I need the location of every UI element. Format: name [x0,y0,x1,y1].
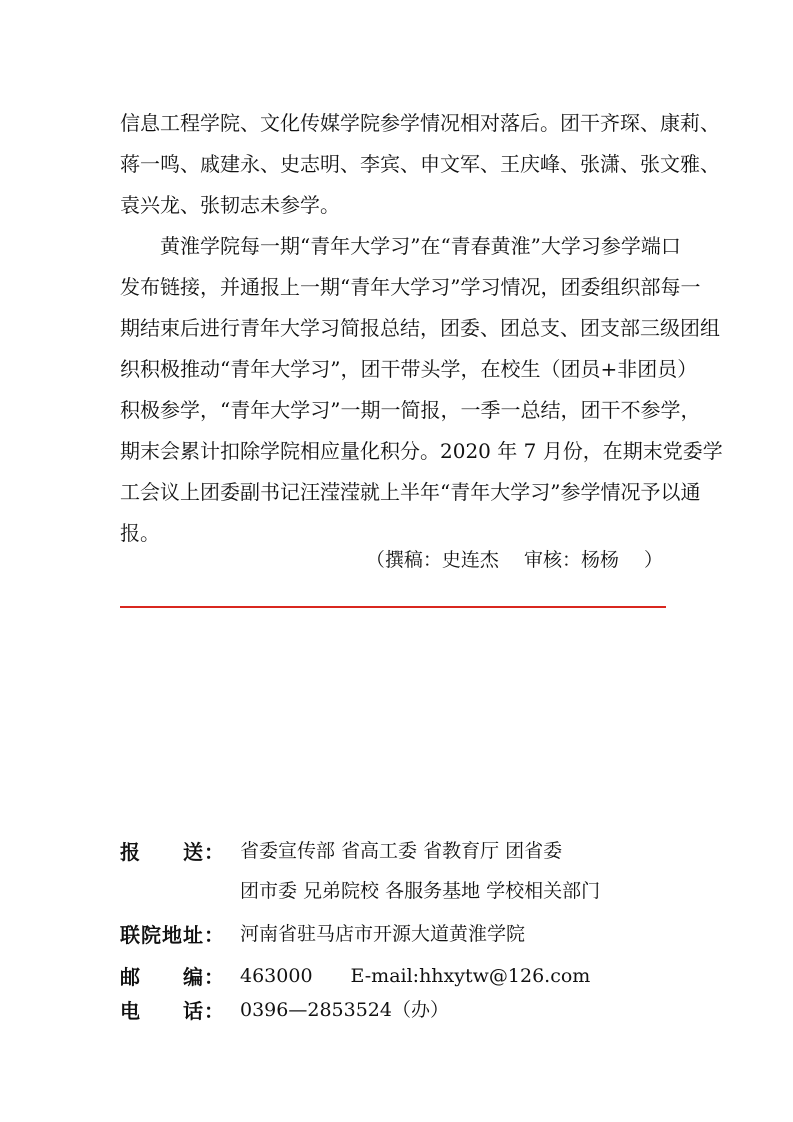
postcode-label: 邮 编： [120,965,225,989]
body-text-line: 积极参学，“青年大学习”一期一简报，一季一总结，团干不参学， [120,398,701,422]
address-label: 联院地址： [120,923,225,947]
send-to-line-2: 团市委 兄弟院校 各服务基地 学校相关部门 [240,880,601,902]
phone-value: 0396—2853524（办） [240,999,449,1021]
body-text-line: 工会议上团委副书记汪滢滢就上半年“青年大学习”参学情况予以通 [120,480,701,504]
body-text-line: 期结束后进行青年大学习简报总结，团委、团总支、团支部三级团组 [120,316,720,340]
body-text-line: 报。 [120,521,160,545]
author-reviewer-signature: （撰稿：史连杰 审核：杨杨 ） [365,549,663,571]
body-text-line: 发布链接，并通报上一期“青年大学习”学习情况，团委组织部每一 [120,275,701,299]
body-text-line: 黄淮学院每一期“青年大学习”在“青春黄淮”大学习参学端口 [120,234,681,258]
send-to-label: 报 送： [120,840,225,864]
send-to-line-1: 省委宣传部 省高工委 省教育厅 团省委 [240,840,563,862]
postcode-email-value: 463000 E-mail:hhxytw@126.com [240,965,591,987]
body-text-line: 信息工程学院、文化传媒学院参学情况相对落后。团干齐琛、康莉、 [120,111,720,135]
body-text-line: 袁兴龙、张韧志未参学。 [120,193,340,217]
red-divider [120,606,666,608]
address-value: 河南省驻马店市开源大道黄淮学院 [240,923,526,945]
body-text-line: 织积极推动“青年大学习”，团干带头学，在校生（团员+非团员） [120,357,698,381]
body-text-line: 蒋一鸣、戚建永、史志明、李宾、申文军、王庆峰、张潇、张文雅、 [120,152,720,176]
phone-label: 电 话： [120,999,225,1023]
body-text-line: 期末会累计扣除学院相应量化积分。2020 年 7 月份，在期末党委学 [120,439,723,463]
